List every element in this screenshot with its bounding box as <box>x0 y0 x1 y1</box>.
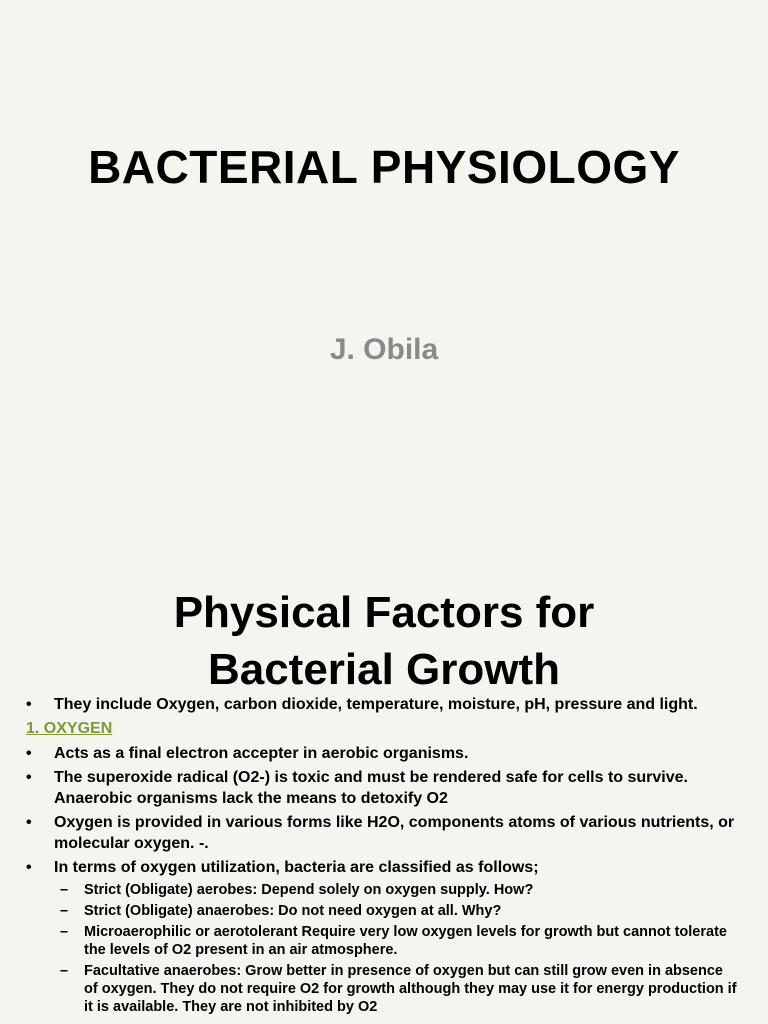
slide-title-line-1: Physical Factors for <box>173 588 595 637</box>
sub-bullet-marker: – <box>60 903 69 919</box>
bullet-text: Acts as a final electron accepter in aerobic organisms. <box>54 745 469 762</box>
sub-bullet-item <box>60 962 738 1016</box>
slide-title <box>0 584 768 698</box>
sub-bullet-item <box>60 881 738 899</box>
bullet-text: In terms of oxygen utilization, bacteria are classified as follows; <box>54 859 539 876</box>
sub-bullet-marker: – <box>60 924 69 940</box>
slide-title-line-2: Bacterial Growth <box>207 645 561 694</box>
bullet-item <box>26 743 738 764</box>
main-title: BACTERIAL PHYSIOLOGY <box>88 141 680 193</box>
physical-factors-slide <box>0 580 768 1024</box>
sub-bullet-item <box>60 923 738 959</box>
section-heading-oxygen: 1. OXYGEN <box>26 720 113 737</box>
bullet-marker: • <box>26 769 32 786</box>
sub-bullet-marker: – <box>60 963 69 979</box>
bullet-marker: • <box>26 745 32 762</box>
author-name: J. Obila <box>329 333 439 366</box>
sub-bullet-text: Strict (Obligate) anaerobes: Do not need oxygen at all. Why? <box>84 903 502 919</box>
bullet-text: Oxygen is provided in various forms like H2O, components atoms of various nutrients, or molecular oxygen. -. <box>54 814 735 852</box>
bullet-marker: • <box>26 696 32 713</box>
bullet-item <box>26 857 738 878</box>
sub-bullet-text: Microaerophilic or aerotolerant Require very low oxygen levels for growth but cannot tolerate the levels of O2 present in an air atmosphere. <box>84 924 727 958</box>
bullet-marker: • <box>26 814 32 831</box>
bullet-item <box>26 812 738 854</box>
bullet-item <box>26 767 738 809</box>
sub-bullet-marker: – <box>60 882 69 898</box>
sub-bullet-item <box>60 902 738 920</box>
bullet-marker: • <box>26 859 32 876</box>
bullet-text: They include Oxygen, carbon dioxide, temperature, moisture, pH, pressure and light. <box>54 696 698 713</box>
slide-content <box>26 694 738 1019</box>
sub-bullet-text: Strict (Obligate) aerobes: Depend solely on oxygen supply. How? <box>84 882 534 898</box>
sub-bullet-text: Facultative anaerobes: Grow better in presence of oxygen but can still grow even in absence of oxygen. They do not require O2 for growth although they may use it for energy production if it is available. They are not inhibited by O2 <box>84 963 737 1015</box>
bullet-intro <box>26 694 738 715</box>
bullet-text: The superoxide radical (O2-) is toxic and must be rendered safe for cells to survive. Anaerobic organisms lack the means to detoxify O2 <box>54 769 688 807</box>
